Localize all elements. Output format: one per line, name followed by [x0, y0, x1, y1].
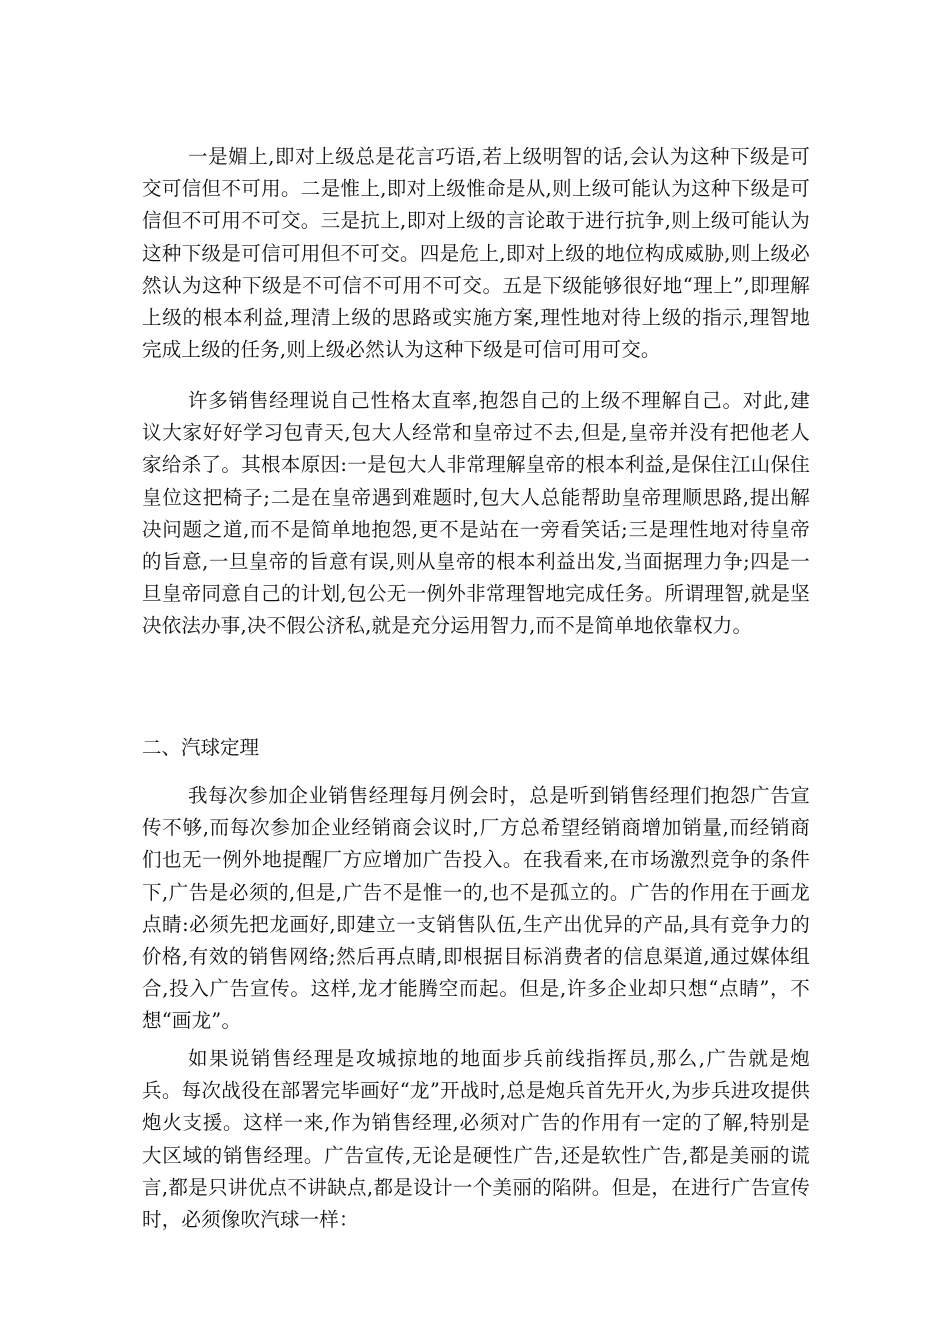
body-paragraph: 一是媚上,即对上级总是花言巧语,若上级明智的话,会认为这种下级是可交可信但不可用。二是惟上,即对上级惟命是从,则上级可能认为这种下级是可信但不可用不可交。三是抗上,即对上级的言论敢于进行抗争,则上级可能认为这种下级是可信可用但不可交。四是危上,即对上级的地位构成威胁,则上级必然认为这种下级是不可信不可用不可交。五是下级能够很好地“理上”,即理解上级的根本利益,理清上级的思路或实施方案,理性地对待上级的指示,理智地完成上级的任务,则上级必然认为这种下级是可信可用可交。	[142, 145, 810, 362]
body-paragraph: 如果说销售经理是攻城掠地的地面步兵前线指挥员,那么,广告就是炮兵。每次战役在部署完毕画好“龙”开战时,总是炮兵首先开火,为步兵进攻提供炮火支援。这样一来,作为销售经理,必须对广告的作用有一定的了解,特别是大区域的销售经理。广告宣传,无论是硬性广告,还是软性广告,都是美丽的谎言,都是只讲优点不讲缺点,都是设计一个美丽的陷阱。但是，在进行广告宣传时，必须像吹汽球一样：	[142, 1047, 810, 1232]
body-paragraph: 许多销售经理说自己性格太直率,抱怨自己的上级不理解自己。对此,建议大家好好学习包青天,包大人经常和皇帝过不去,但是,皇帝并没有把他老人家给杀了。其根本原因:一是包大人非常理解皇帝的根本利益,是保住江山保住皇位这把椅子;二是在皇帝遇到难题时,包大人总能帮助皇帝理顺思路,提出解决问题之道,而不是简单地抱怨,更不是站在一旁看笑话;三是理性地对待皇帝的旨意,一旦皇帝的旨意有误,则从皇帝的根本利益出发,当面据理力争;四是一旦皇帝同意自己的计划,包公无一例外非常理智地完成任务。所谓理智,就是坚决依法办事,决不假公济私,就是充分运用智力,而不是简单地依靠权力。	[142, 389, 810, 638]
body-paragraph: 我每次参加企业销售经理每月例会时，总是听到销售经理们抱怨广告宣传不够,而每次参加企业经销商会议时,厂方总希望经销商增加销量,而经销商们也无一例外地提醒厂方应增加广告投入。在我看来,在市场激烈竞争的条件下,广告是必须的,但是,广告不是惟一的,也不是孤立的。广告的作用在于画龙点睛:必须先把龙画好,即建立一支销售队伍,生产出优异的产品,具有竞争力的价格,有效的销售网络;然后再点睛,即根据目标消费者的信息渠道,通过媒体组合,投入广告宣传。这样,龙才能腾空而起。但是,许多企业却只想“点睛”，不想“画龙”。	[142, 784, 810, 1033]
section-heading: 二、汽球定理	[142, 736, 260, 759]
